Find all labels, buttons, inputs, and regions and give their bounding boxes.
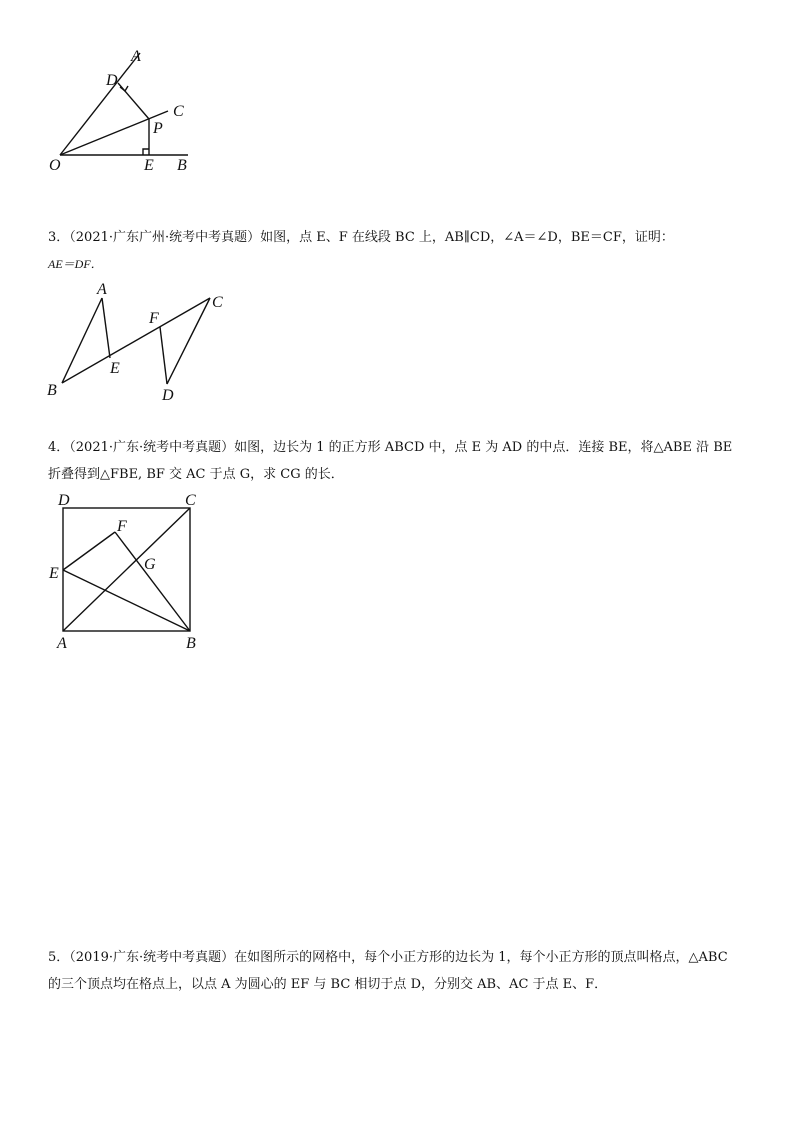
question-4-text: 如图，边长为 1 的正方形 ABCD 中，点 E 为 AD 的中点．连接 BE，将△ABE 沿 BE — [234, 440, 733, 455]
segment-fd — [160, 327, 167, 384]
question-5 — [48, 944, 758, 998]
label-e: E — [110, 360, 120, 377]
question-5-number: 5． — [48, 950, 70, 965]
label-e: E — [49, 565, 59, 582]
label-a: A — [57, 635, 67, 652]
label-f: F — [117, 518, 127, 535]
label-b: B — [177, 157, 187, 174]
segment-ef — [63, 532, 115, 570]
segment-ba — [62, 298, 102, 383]
label-g: G — [144, 556, 156, 573]
ray-oc — [60, 111, 168, 155]
question-3 — [48, 224, 758, 278]
question-3-figure — [40, 280, 240, 410]
label-b: B — [186, 635, 196, 652]
label-o: O — [49, 157, 61, 174]
question-3-number: 3． — [48, 230, 70, 245]
question-4 — [48, 434, 758, 488]
question-5-text2: 的三个顶点均在格点上，以点 A 为圆心的 EF 与 BC 相切于点 D，分别交 AB、AC 于点 E、F． — [48, 977, 608, 992]
question-3-svg — [40, 280, 240, 410]
segment-eb — [63, 570, 190, 631]
label-a: A — [131, 48, 141, 65]
ray-oa — [60, 53, 140, 155]
label-c: C — [185, 492, 196, 509]
segment-ae — [102, 298, 110, 358]
question-3-text2: AE＝DF． — [48, 257, 103, 271]
label-d: D — [162, 387, 174, 404]
question-3-text: 如图，点 E、F 在线段 BC 上，AB∥CD，∠A＝∠D，BE＝CF，证明： — [260, 230, 674, 245]
question-4-source: （2021·广东·统考中考真题） — [69, 440, 235, 455]
question-3-source: （2021·广东广州·统考中考真题） — [69, 230, 261, 245]
question-5-text: 在如图所示的网格中，每个小正方形的边长为 1，每个小正方形的顶点叫格点，△ABC — [234, 950, 728, 965]
segment-bc — [62, 298, 210, 383]
question-5-source: （2019·广东·统考中考真题） — [69, 950, 235, 965]
label-c: C — [212, 294, 223, 311]
label-c: C — [173, 103, 184, 120]
label-d: D — [106, 72, 118, 89]
label-f: F — [149, 310, 159, 327]
question-4-figure — [48, 490, 218, 655]
angle-bisector-svg — [40, 45, 210, 185]
angle-bisector-figure — [40, 45, 210, 185]
label-e: E — [144, 157, 154, 174]
label-b: B — [47, 382, 57, 399]
question-4-text2: 折叠得到△FBE, BF 交 AC 于点 G，求 CG 的长． — [48, 467, 344, 482]
label-p: P — [153, 120, 163, 137]
label-a: A — [97, 281, 107, 298]
question-4-number: 4． — [48, 440, 70, 455]
segment-fb — [115, 532, 190, 631]
question-4-svg — [48, 490, 218, 655]
label-d: D — [58, 492, 70, 509]
right-angle-mark-e — [143, 149, 149, 155]
